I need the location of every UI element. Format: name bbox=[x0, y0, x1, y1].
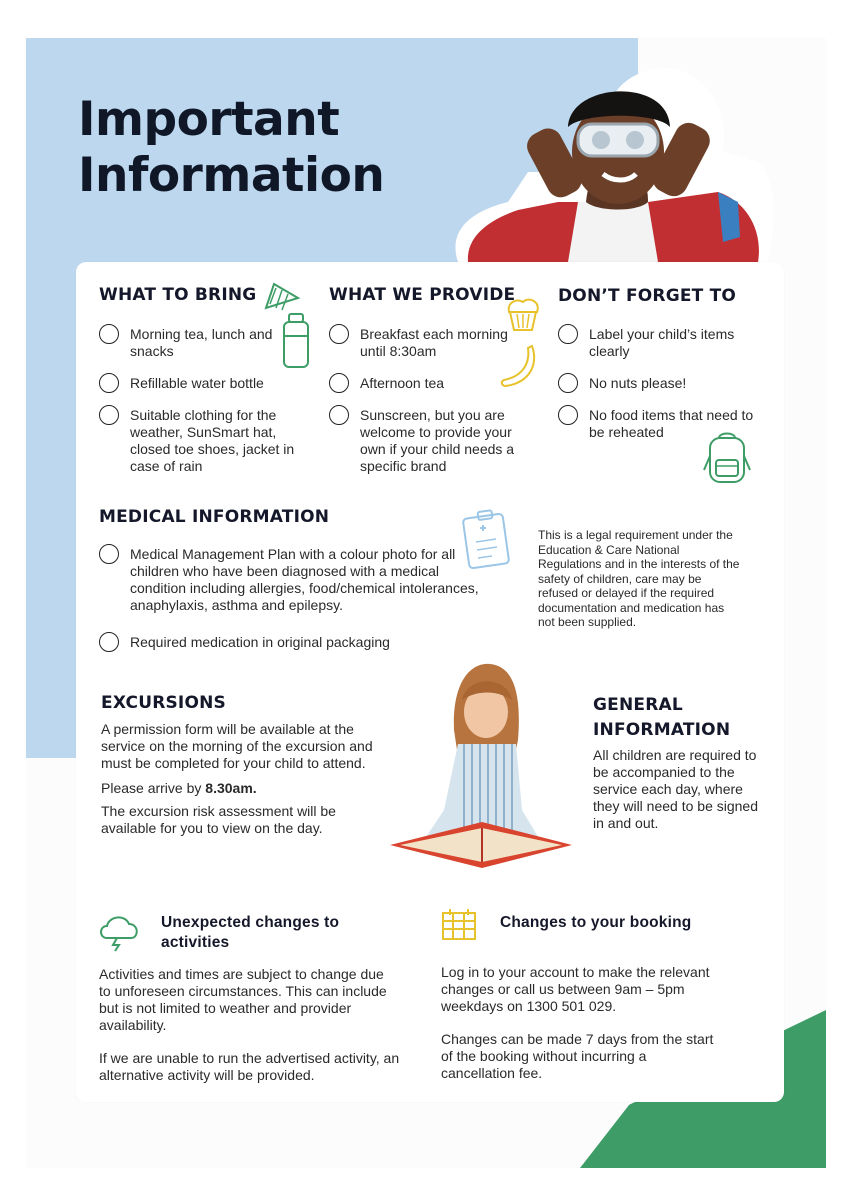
booking-paragraph-2: Changes can be made 7 days from the start of the booking without incurring a cancellation fee. bbox=[441, 1031, 714, 1081]
checkbox-circle[interactable] bbox=[558, 324, 578, 344]
list-item: Required medication in original packaging bbox=[99, 634, 489, 651]
excursions-paragraph-1: A permission form will be available at the service on the morning of the excursion and must be completed for your child to attend. bbox=[101, 721, 373, 771]
storm-cloud-icon bbox=[97, 912, 141, 952]
what-to-bring-list bbox=[99, 326, 299, 490]
title-line-2: Information bbox=[78, 148, 385, 203]
booking-paragraph-1: Log in to your account to make the relevant changes or call us between 9am – 5pm weekdays on 1300 501 029. bbox=[441, 964, 710, 1014]
girl-reading-photo bbox=[372, 640, 592, 885]
unexpected-paragraph-2: If we are unable to run the advertised activity, an alternative activity will be provided. bbox=[99, 1050, 400, 1083]
checkbox-circle[interactable] bbox=[329, 373, 349, 393]
list-item: Refillable water bottle bbox=[99, 375, 299, 392]
page-title bbox=[78, 92, 384, 204]
medical-heading: MEDICAL INFORMATION bbox=[99, 507, 330, 527]
checkbox-circle[interactable] bbox=[99, 405, 119, 425]
checkbox-circle[interactable] bbox=[329, 324, 349, 344]
list-item: Suitable clothing for the weather, SunSmart hat, closed toe shoes, jacket in case of rain bbox=[99, 407, 295, 475]
dont-forget-heading: DON’T FORGET TO bbox=[558, 286, 737, 306]
what-we-provide-heading: WHAT WE PROVIDE bbox=[329, 285, 516, 305]
unexpected-changes-heading: Unexpected changes to activities bbox=[161, 914, 340, 951]
excursions-paragraph-3: The excursion risk assessment will be available for you to view on the day. bbox=[101, 803, 336, 836]
checkbox-circle[interactable] bbox=[99, 632, 119, 652]
excursions-heading: EXCURSIONS bbox=[101, 693, 226, 713]
list-item: No food items that need to be reheated bbox=[558, 407, 759, 441]
list-item: Breakfast each morning until 8:30am bbox=[329, 326, 510, 360]
list-item: Morning tea, lunch and snacks bbox=[99, 326, 299, 360]
boy-with-goggles-photo bbox=[418, 52, 778, 262]
checkbox-circle[interactable] bbox=[99, 544, 119, 564]
checkbox-circle[interactable] bbox=[329, 405, 349, 425]
list-item: Medical Management Plan with a colour photo for all children who have been diagnosed with a medical condition including allergies, food/chemical intolerances, anaphylaxis, asthma and epilepsy. bbox=[99, 546, 485, 614]
unexpected-paragraph-1: Activities and times are subject to change due to unforeseen circumstances. This can include but is not limited to weather and provider availability. bbox=[99, 966, 387, 1033]
what-to-bring-heading: WHAT TO BRING bbox=[99, 285, 257, 305]
list-item: No nuts please! bbox=[558, 375, 758, 392]
what-we-provide-list bbox=[329, 326, 519, 490]
medical-legal-note: This is a legal requirement under the Education & Care National Regulations and in the interests of the safety of children, care may be refused or delayed if the required documentation and medication has not been supplied. bbox=[538, 528, 740, 629]
title-line-1: Important bbox=[78, 92, 340, 147]
checkbox-circle[interactable] bbox=[558, 373, 578, 393]
calendar-icon bbox=[440, 907, 478, 943]
booking-heading: Changes to your booking bbox=[500, 914, 692, 931]
list-item: Afternoon tea bbox=[329, 375, 519, 392]
general-heading: GENERAL INFORMATION bbox=[593, 695, 731, 740]
general-body: All children are required to be accompanied to the service each day, where they will need to be signed in and out. bbox=[593, 747, 758, 831]
sandwich-icon bbox=[262, 278, 302, 316]
list-item: Sunscreen, but you are welcome to provide your own if your child needs a specific brand bbox=[329, 407, 520, 475]
list-item: Label your child’s items clearly bbox=[558, 326, 759, 360]
checkbox-circle[interactable] bbox=[99, 324, 119, 344]
excursions-paragraph-2: Please arrive by 8.30am. bbox=[101, 780, 257, 796]
checkbox-circle[interactable] bbox=[558, 405, 578, 425]
backpack-icon bbox=[702, 430, 752, 486]
checkbox-circle[interactable] bbox=[99, 373, 119, 393]
